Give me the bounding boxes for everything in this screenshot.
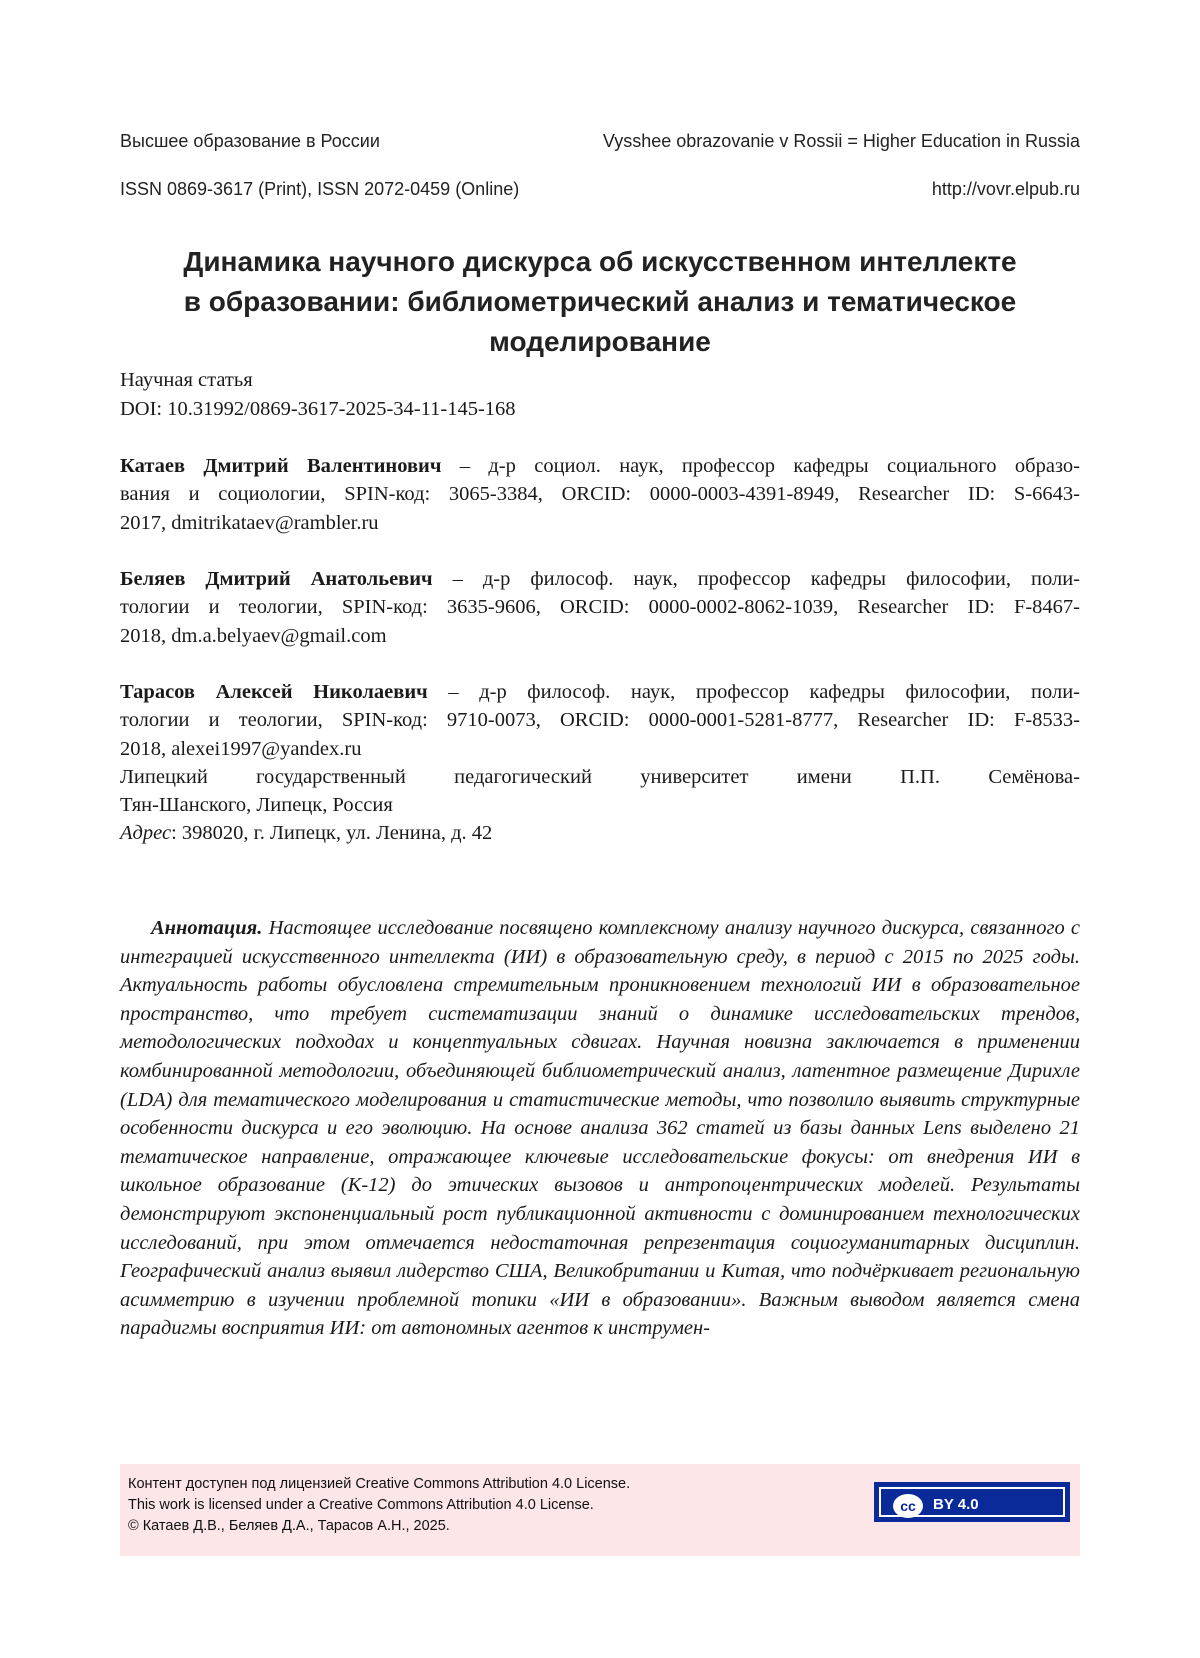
cc-badge-frame — [879, 1487, 1065, 1517]
article-title-line: моделирование — [489, 326, 711, 357]
author-line: тологии и теологии, SPIN-код: 3635-9606, ORCID: 0000-0002-8062-1039, Researcher ID: F-8467- — [120, 596, 1080, 618]
author-contact: 2017, dmitrikataev@rambler.ru — [120, 512, 379, 534]
affiliation-line: Тян-Шанского, Липецк, Россия — [120, 794, 393, 816]
running-header — [120, 131, 1080, 152]
article-title-line: в образовании: библиометрический анализ и тематическое — [183, 286, 1017, 317]
cc-by-badge[interactable] — [874, 1482, 1070, 1522]
article-title — [120, 242, 1080, 362]
address-line — [120, 819, 1080, 848]
author-name: Тарасов Алексей Николаевич — [120, 681, 428, 703]
author-line — [120, 565, 1080, 594]
journal-title-en: Vysshee obrazovanie v Rossii = Higher Education in Russia — [602, 131, 1080, 151]
issn-row — [120, 179, 1080, 200]
address-value: : 398020, г. Липецк, ул. Ленина, д. 42 — [171, 822, 493, 844]
abstract-label: Аннотация. — [151, 917, 263, 939]
author-credentials: – д-р философ. наук, профессор кафедры философии, поли- — [432, 568, 1080, 590]
license-box — [120, 1464, 1080, 1556]
author-contact: 2018, alexei1997@yandex.ru — [120, 738, 362, 760]
author-line: вания и социологии, SPIN-код: 3065-3384, ORCID: 0000-0003-4391-8949, Researcher ID: S-6643- — [120, 483, 1080, 505]
copyright-line: © Катаев Д.В., Беляев Д.А., Тарасов А.Н., 2025. — [128, 1518, 450, 1534]
article-type: Научная статья — [120, 369, 253, 391]
author-line — [120, 678, 1080, 707]
author-name: Беляев Дмитрий Анатольевич — [120, 568, 433, 590]
author-line: тологии и теологии, SPIN-код: 9710-0073, ORCID: 0000-0001-5281-8777, Researcher ID: F-8533- — [120, 709, 1080, 731]
doi[interactable]: DOI: 10.31992/0869-3617-2025-34-11-145-168 — [120, 398, 516, 420]
author-line — [120, 452, 1080, 481]
abstract — [120, 914, 1080, 1343]
issn: ISSN 0869-3617 (Print), ISSN 2072-0459 (Online) — [120, 179, 520, 199]
affiliation-line: Липецкий государственный педагогический университет имени П.П. Семёнова- — [120, 766, 1080, 788]
article-title-line: Динамика научного дискурса об искусственном интеллекте — [183, 246, 1017, 277]
journal-url[interactable]: http://vovr.elpub.ru — [931, 179, 1080, 199]
license-line-en: This work is licensed under a Creative Commons Attribution 4.0 License. — [128, 1497, 594, 1513]
author-credentials: – д-р социол. наук, профессор кафедры социального образо- — [441, 455, 1080, 477]
author-contact: 2018, dm.a.belyaev@gmail.com — [120, 625, 387, 647]
address-label: Адрес — [120, 822, 172, 844]
abstract-text: Настоящее исследование посвящено комплексному анализу научного дискурса, связанного с интеграцией искусственного интеллекта (ИИ) в образовательную среду, в период с 2015 по 2025 годы. Актуальность работы обусловлена стремительным проникновением технологий ИИ в образовательное пространство, что требует систематизации знаний о динамике исследовательских трендов, методологических подходах и концептуальных сдвигах. Научная новизна заключается в применении комбинированной методологии, объединяющей библиометрический анализ, латентное размещение Дирихле (LDA) для тематического моделирования и статистические методы, что позволило выявить структурные особенности дискурса и его эволюцию. На основе анализа 362 статей из базы данных Lens выделено 21 тематическое направление, отражающее ключевые исследовательские фокусы: от внедрения ИИ в школьное образование (К-12) до этических вызовов и антропоцентрических моделей. Результаты демонстрируют экспоненциальный рост публикационной активности с доминированием технологических исследований, при этом отмечается недостаточная репрезентация социогуманитарных дисциплин. Географический анализ выявил лидерство США, Великобритании и Китая, что подчёркивает региональную асимметрию в изучении проблемной топики «ИИ в образовании». Важным выводом является смена парадигмы восприятия ИИ: от автономных агентов к инструмен- — [120, 917, 1081, 1340]
license-text — [128, 1474, 630, 1537]
journal-title-ru: Высшее образование в России — [120, 131, 380, 151]
creative-commons-icon: cc — [893, 1494, 923, 1518]
author-name: Катаев Дмитрий Валентинович — [120, 455, 442, 477]
license-line-ru: Контент доступен под лицензией Creative Commons Attribution 4.0 License. — [128, 1476, 631, 1492]
author-credentials: – д-р философ. наук, профессор кафедры философии, поли- — [427, 681, 1080, 703]
cc-license-version: BY 4.0 — [933, 1496, 979, 1513]
page — [120, 0, 1080, 1658]
